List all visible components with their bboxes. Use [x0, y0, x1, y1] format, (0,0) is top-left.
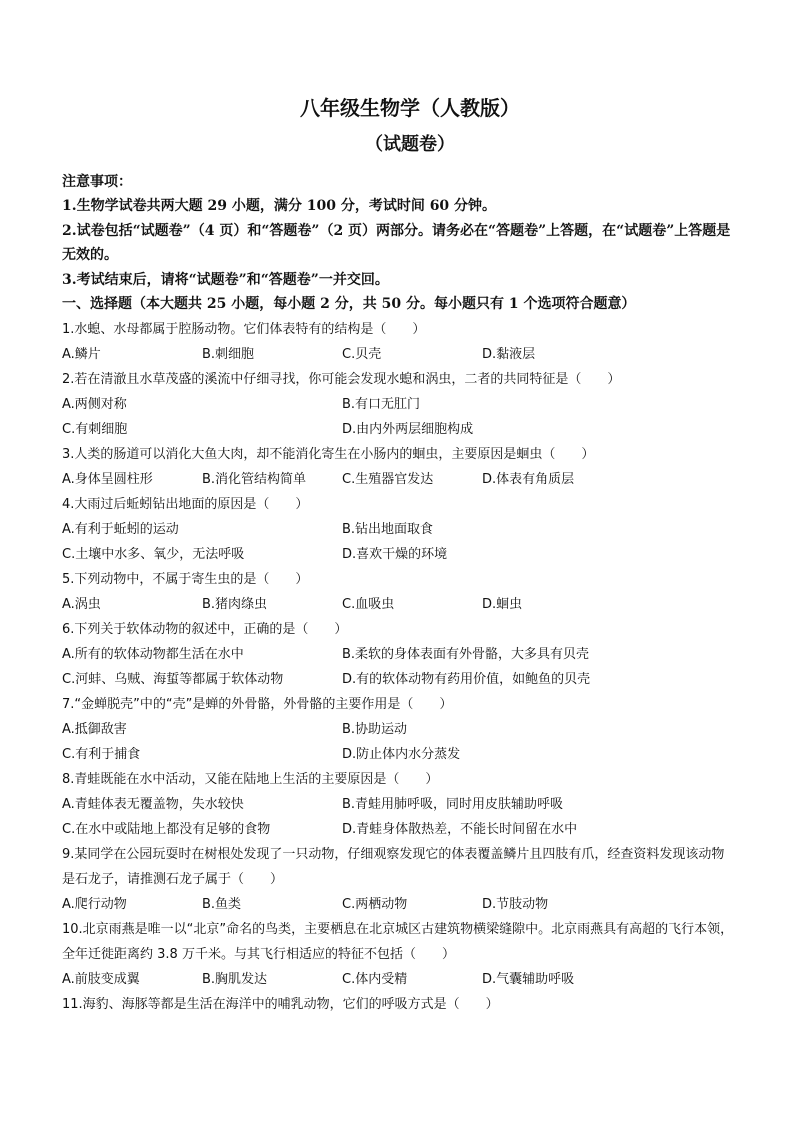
option: B.消化管结构简单: [202, 472, 307, 487]
option: D.有的软体动物有药用价值，如鲍鱼的贝壳: [342, 672, 591, 687]
question-stem: 5.下列动物中，不属于寄生虫的是（ ）: [62, 572, 309, 587]
option: A.涡虫: [62, 597, 101, 612]
option: D.蛔虫: [482, 597, 523, 612]
question-stem: 6.下列关于软体动物的叙述中，正确的是（ ）: [62, 622, 348, 637]
option: B.柔软的身体表面有外骨骼，大多具有贝壳: [342, 647, 590, 662]
question-options: [62, 967, 734, 992]
option: C.有利于捕食: [62, 747, 141, 762]
option: A.青蛙体表无覆盖物，失水较快: [62, 797, 244, 812]
option: D.气囊辅助呼吸: [482, 972, 575, 987]
question-stem: 1.水螅、水母都属于腔肠动物。它们体表特有的结构是（ ）: [62, 322, 426, 337]
option: D.体表有角质层: [482, 472, 575, 487]
option: A.有利于蚯蚓的运动: [62, 522, 179, 537]
option: D.黏液层: [482, 347, 536, 362]
question-options: [62, 667, 734, 692]
question-stem: 7.“金蝉脱壳”中的“壳”是蝉的外骨骼，外骨骼的主要作用是（ ）: [62, 697, 453, 712]
question-stem: 2.若在清澈且水草茂盛的溪流中仔细寻找，你可能会发现水螅和涡虫，二者的共同特征是（ ）: [62, 372, 621, 387]
option: D.喜欢干燥的环境: [342, 547, 448, 562]
option: C.血吸虫: [342, 597, 395, 612]
option: B.青蛙用肺呼吸，同时用皮肤辅助呼吸: [342, 797, 564, 812]
option: A.所有的软体动物都生活在水中: [62, 647, 244, 662]
option: C.有刺细胞: [62, 422, 128, 437]
exam-page: [62, 96, 734, 1017]
question-stem: 3.人类的肠道可以消化大鱼大肉，却不能消化寄生在小肠内的蛔虫，主要原因是蛔虫（ ）: [62, 447, 595, 462]
option: A.抵御敌害: [62, 722, 127, 737]
option: B.鱼类: [202, 897, 242, 912]
option: C.体内受精: [342, 972, 408, 987]
option: A.两侧对称: [62, 397, 127, 412]
question-options: [62, 467, 734, 492]
question-options: [62, 592, 734, 617]
option: C.在水中或陆地上都没有足够的食物: [62, 822, 271, 837]
question-options: [62, 742, 734, 767]
question-options: [62, 517, 734, 542]
question-options: [62, 392, 734, 417]
question-options: [62, 542, 734, 567]
option: A.爬行动物: [62, 897, 127, 912]
question-options: [62, 892, 734, 917]
question-options: [62, 792, 734, 817]
option: D.由内外两层细胞构成: [342, 422, 474, 437]
notice-item: 3.考试结束后，请将“试题卷”和“答题卷”一并交回。: [62, 271, 389, 288]
page-title: 八年级生物学（人教版）: [300, 96, 520, 120]
notice-heading: 注意事项：: [62, 174, 132, 190]
question-options: [62, 342, 734, 367]
question-stem: 11.海豹、海豚等都是生活在海洋中的哺乳动物，它们的呼吸方式是（ ）: [62, 997, 499, 1012]
question-options: [62, 817, 734, 842]
question-options: [62, 417, 734, 442]
option: C.两栖动物: [342, 897, 408, 912]
question-stem: 8.青蛙既能在水中活动，又能在陆地上生活的主要原因是（ ）: [62, 772, 439, 787]
option: B.钻出地面取食: [342, 522, 434, 537]
option: B.有口无肛门: [342, 397, 421, 412]
option: C.河蚌、乌贼、海蜇等都属于软体动物: [62, 672, 284, 687]
option: C.生殖器官发达: [342, 472, 434, 487]
option: A.身体呈圆柱形: [62, 472, 153, 487]
option: C.土壤中水多、氧少，无法呼吸: [62, 547, 245, 562]
page-subtitle: （试题卷）: [365, 134, 455, 155]
question-stem: 4.大雨过后蚯蚓钻出地面的原因是（ ）: [62, 497, 309, 512]
option: A.前肢变成翼: [62, 972, 140, 987]
question-stem: 10.北京雨燕是唯一以“北京”命名的鸟类，主要栖息在北京城区古建筑物横梁缝隙中。北京雨燕具有高超的飞行本领，全年迁徙距离约 3.8 万千米。与其飞行相适应的特征不包括（ ）: [62, 922, 734, 962]
option: D.节肢动物: [482, 897, 549, 912]
question-options: [62, 717, 734, 742]
option: D.青蛙身体散热差，不能长时间留在水中: [342, 822, 578, 837]
option: C.贝壳: [342, 347, 382, 362]
question-options: [62, 642, 734, 667]
option: B.协助运动: [342, 722, 408, 737]
option: B.胸肌发达: [202, 972, 268, 987]
option: D.防止体内水分蒸发: [342, 747, 461, 762]
option: B.刺细胞: [202, 347, 255, 362]
section-heading: 一、选择题（本大题共 25 小题，每小题 2 分，共 50 分。每小题只有 1 个选项符合题意）: [62, 296, 636, 312]
question-stem: 9.某同学在公园玩耍时在树根处发现了一只动物，仔细观察发现它的体表覆盖鳞片且四肢有爪，经查资料发现该动物是石龙子，请推测石龙子属于（ ）: [62, 847, 725, 887]
option: A.鳞片: [62, 347, 101, 362]
notice-item: 1.生物学试卷共两大题 29 小题，满分 100 分，考试时间 60 分钟。: [62, 198, 497, 214]
option: B.猪肉绦虫: [202, 597, 268, 612]
notice-item: 2.试卷包括“试题卷”（4 页）和“答题卷”（2 页）两部分。请务必在“答题卷”上答题，在“试题卷”上答题是无效的。: [62, 222, 731, 263]
